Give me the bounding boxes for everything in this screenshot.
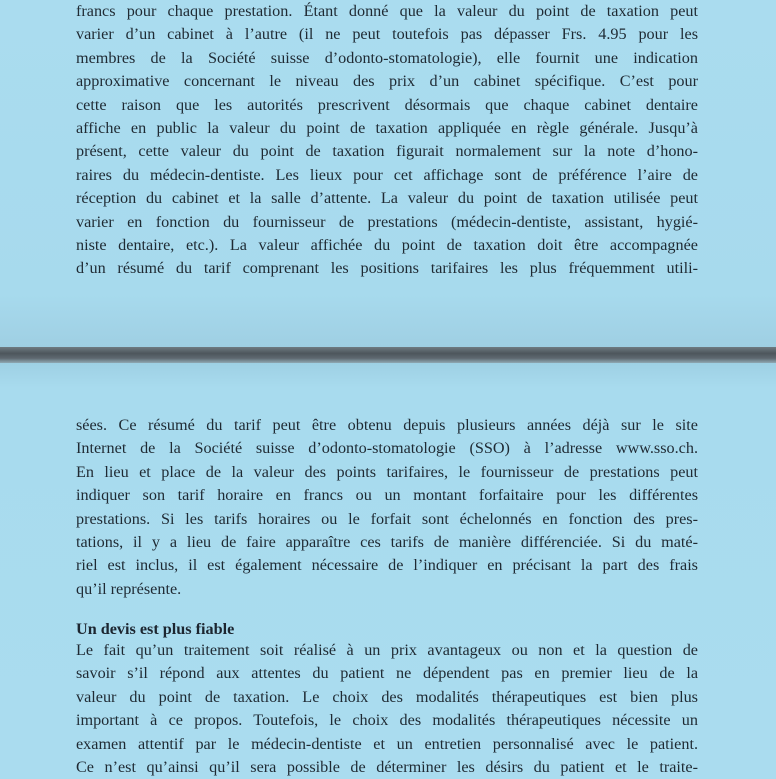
text-line: prestations. Si les tarifs horaires ou le forfait sont échelonnés en fonction des pres- xyxy=(76,509,698,528)
text-line: savoir s’il répond aux attentes du patient ne dépendent pas en premier lieu de la xyxy=(76,664,698,683)
section-heading: Un devis est plus fiable xyxy=(76,620,235,638)
text-line: varier en fonction du fournisseur de prestations (médecin-dentiste, assistant, hygié- xyxy=(76,212,698,231)
text-line: d’un résumé du tarif comprenant les positions tarifaires les plus fréquemment utili- xyxy=(76,259,698,278)
text-line: membres de la Société suisse d’odonto-stomatologie), elle fournit une indication xyxy=(76,48,698,67)
text-line: valeur du point de taxation. Le choix des modalités thérapeutiques est bien plus xyxy=(76,687,698,706)
page-gap-divider xyxy=(0,347,776,363)
text-line: indiquer son tarif horaire en francs ou un montant forfaitaire pour les différentes xyxy=(76,486,698,505)
text-line: Ce n’est qu’ainsi qu’il sera possible de déterminer les désirs du patient et le traite- xyxy=(76,758,698,777)
text-line: francs pour chaque prestation. Étant donné que la valeur du point de taxation peut xyxy=(76,2,698,20)
text-line: approximative concernant le niveau des prix d’un cabinet spécifique. C’est pour xyxy=(76,72,698,91)
text-line: niste dentaire, etc.). La valeur affichée du point de taxation doit être accompagnée xyxy=(76,236,698,255)
text-line: sées. Ce résumé du tarif peut être obtenu depuis plusieurs années déjà sur le site xyxy=(76,416,698,434)
text-line: qu’il représente. xyxy=(76,579,182,598)
top-page xyxy=(0,0,776,347)
top-paragraph xyxy=(76,0,698,281)
bottom-paragraph-2 xyxy=(76,639,698,779)
text-line: réception du cabinet et la salle d’attente. La valeur du point de taxation utilisée peut xyxy=(76,189,698,208)
bottom-paragraph-1 xyxy=(76,414,698,601)
text-line: cette raison que les autorités prescrivent désormais que chaque cabinet dentaire xyxy=(76,95,698,114)
text-line: riel est inclus, il est également nécessaire de l’indiquer en précisant la part des frais xyxy=(76,556,698,575)
text-line: Le fait qu’un traitement soit réalisé à un prix avantageux ou non et la question de xyxy=(76,641,698,659)
text-line: En lieu et place de la valeur des points tarifaires, le fournisseur de prestations peut xyxy=(76,462,698,481)
text-line: raires du médecin-dentiste. Les lieux pour cet affichage sont de préférence l’aire de xyxy=(76,165,698,184)
text-line: examen attentif par le médecin-dentiste et un entretien personnalisé avec le patient. xyxy=(76,734,698,753)
text-line: présent, cette valeur du point de taxation figurait normalement sur la note d’hono- xyxy=(76,142,698,161)
text-line: varier d’un cabinet à l’autre (il ne peut toutefois pas dépasser Frs. 4.95 pour les xyxy=(76,25,698,44)
text-line: tations, il y a lieu de faire apparaître ces tarifs de manière différenciée. Si du maté- xyxy=(76,533,698,552)
text-line: Internet de la Société suisse d’odonto-stomatologie (SSO) à l’adresse www.sso.ch. xyxy=(76,439,698,458)
text-line: important à ce propos. Toutefois, le choix des modalités thérapeutiques nécessite un xyxy=(76,711,698,730)
text-line: affiche en public la valeur du point de taxation appliquée en règle générale. Jusqu’à xyxy=(76,119,698,138)
